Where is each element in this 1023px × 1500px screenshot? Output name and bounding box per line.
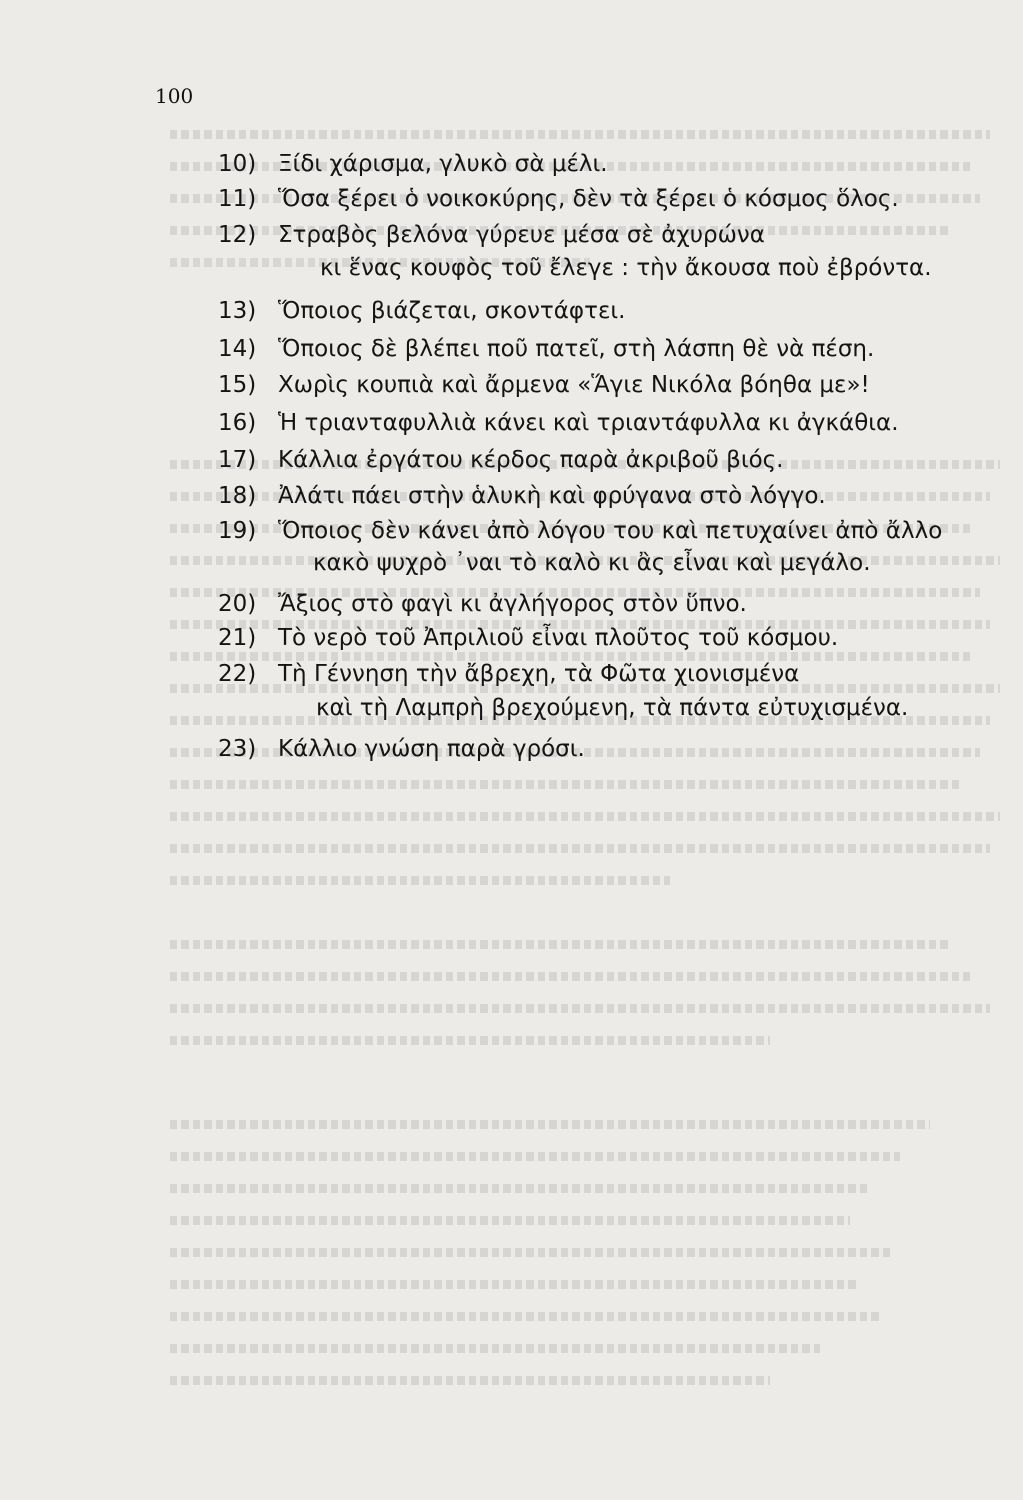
list-item xyxy=(218,221,765,249)
list-item xyxy=(218,517,942,545)
list-item xyxy=(218,735,585,763)
list-item xyxy=(218,590,747,618)
list-item xyxy=(218,660,799,688)
proverb-number: 19) xyxy=(218,518,257,544)
proverb-number: 20) xyxy=(218,591,257,617)
proverb-text: κακὸ ψυχρὸ ᾿ναι τὸ καλὸ κι ἂς εἶναι καὶ μεγάλο. xyxy=(313,550,871,576)
proverb-text: Ὅσα ξέρει ὁ νοικοκύρης, δὲν τὰ ξέρει ὁ κόσμος ὅλος. xyxy=(278,186,899,212)
proverb-number: 12) xyxy=(218,222,257,248)
proverb-number: 17) xyxy=(218,447,257,473)
page-number: 100 xyxy=(155,84,194,108)
proverb-text: κι ἕνας κουφὸς τοῦ ἔλεγε : τὴν ἄκουσα ποὺ ἐβρόντα. xyxy=(320,255,932,281)
proverb-number: 23) xyxy=(218,736,257,762)
proverb-text: Ἄξιος στὸ φαγὶ κι ἀγλήγορος στὸν ὕπνο. xyxy=(278,591,747,617)
list-item xyxy=(218,409,899,437)
proverb-number: 10) xyxy=(218,151,257,177)
proverb-text: Ἡ τριανταφυλλιὰ κάνει καὶ τριαντάφυλλα κι ἀγκάθια. xyxy=(278,410,899,436)
list-item-continuation xyxy=(316,694,908,722)
proverb-number: 11) xyxy=(218,186,257,212)
proverb-number: 21) xyxy=(218,625,257,651)
proverb-text: Ἀλάτι πάει στὴν ἁλυκὴ καὶ φρύγανα στὸ λόγγο. xyxy=(278,483,826,509)
list-item xyxy=(218,482,826,510)
list-item xyxy=(218,371,870,399)
list-item xyxy=(218,297,625,325)
list-item xyxy=(218,150,608,178)
proverb-text: Ὅποιος βιάζεται, σκοντάφτει. xyxy=(278,298,626,324)
proverb-number: 15) xyxy=(218,372,257,398)
proverb-number: 22) xyxy=(218,661,257,687)
proverb-text: Ὅποιος δὲν κάνει ἀπὸ λόγου του καὶ πετυχαίνει ἀπὸ ἄλλο xyxy=(278,518,943,544)
list-item-continuation xyxy=(313,549,871,577)
proverb-text: Ὅποιος δὲ βλέπει ποῦ πατεῖ, στὴ λάσπη θὲ νὰ πέση. xyxy=(278,336,875,362)
proverb-text: Στραβὸς βελόνα γύρευε μέσα σὲ ἀχυρώνα xyxy=(278,222,765,248)
list-item xyxy=(218,335,874,363)
list-item-continuation xyxy=(320,254,932,282)
proverb-text: Ξίδι χάρισμα, γλυκὸ σὰ μέλι. xyxy=(278,151,608,177)
proverb-text: Κάλλιο γνώση παρὰ γρόσι. xyxy=(278,736,585,762)
proverb-number: 14) xyxy=(218,336,257,362)
proverb-number: 18) xyxy=(218,483,257,509)
list-item xyxy=(218,446,784,474)
proverb-number: 16) xyxy=(218,410,257,436)
proverb-text: Χωρὶς κουπιὰ καὶ ἄρμενα «Ἅγιε Νικόλα βόηθα με»! xyxy=(278,372,870,398)
proverb-text: Τὸ νερὸ τοῦ Ἀπριλιοῦ εἶναι πλοῦτος τοῦ κόσμου. xyxy=(278,625,839,651)
proverb-text: Τὴ Γέννηση τὴν ἄβρεχη, τὰ Φῶτα χιονισμένα xyxy=(278,661,800,687)
proverb-text: Κάλλια ἐργάτου κέρδος παρὰ ἀκριβοῦ βιός. xyxy=(278,447,784,473)
list-item xyxy=(218,185,899,213)
proverb-number: 13) xyxy=(218,298,257,324)
proverb-text: καὶ τὴ Λαμπρὴ βρεχούμενη, τὰ πάντα εὐτυχισμένα. xyxy=(316,695,909,721)
list-item xyxy=(218,624,838,652)
